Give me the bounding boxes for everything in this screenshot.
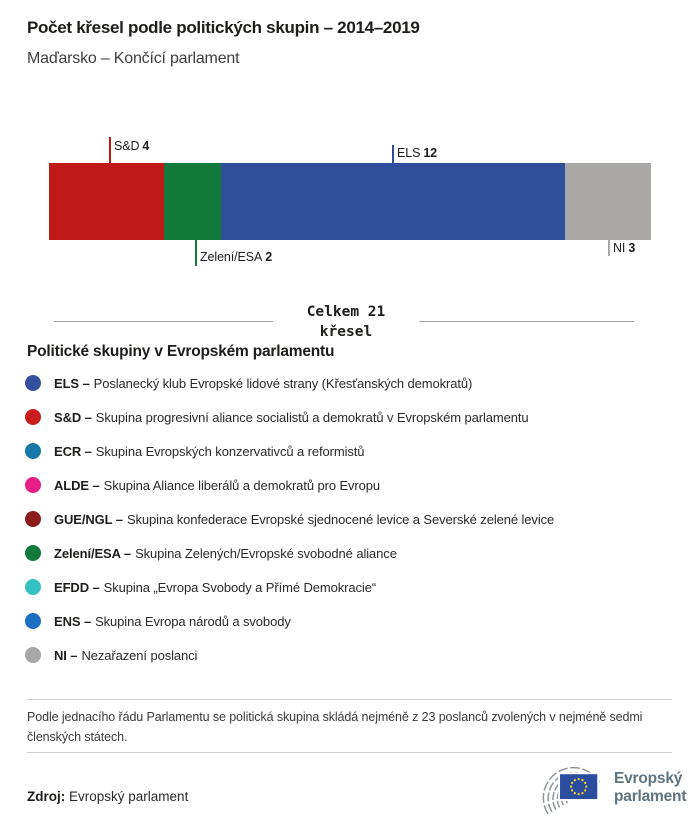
legend-dot-icon <box>25 409 41 425</box>
source-value: Evropský parlament <box>69 789 189 804</box>
ep-logo-graphic <box>528 760 608 815</box>
legend-item-label: ENS – Skupina Evropa národů a svobody <box>54 613 291 629</box>
annotation-label-zelen-esa <box>200 250 272 264</box>
legend-item-label: EFDD – Skupina „Evropa Svobody a Přímé Demokracie“ <box>54 579 377 595</box>
annotation-group-name: Zelení/ESA <box>200 250 263 264</box>
legend-dot-icon <box>25 613 41 629</box>
eu-flag-icon <box>558 772 599 800</box>
page-title: Počet křesel podle politických skupin – 2014–2019 <box>27 18 420 37</box>
legend-dot-icon <box>25 477 41 493</box>
annotation-seats: 12 <box>423 146 438 160</box>
annotation-group-name: ELS <box>397 146 421 160</box>
annotation-label-els <box>397 146 437 160</box>
legend-dot-icon <box>25 579 41 595</box>
legend-dot-icon <box>25 647 41 663</box>
stacked-bar <box>49 163 651 240</box>
total-line-2: křesel <box>319 324 373 340</box>
total-line-1: Celkem 21 <box>306 304 386 320</box>
bar-segment-zelen-esa[interactable] <box>164 163 221 240</box>
legend-dot-icon <box>25 443 41 459</box>
total-rule-right <box>419 321 634 322</box>
legend-dot-icon <box>25 375 41 391</box>
legend-item-label: ECR – Skupina Evropských konzervativců a reformistů <box>54 443 365 459</box>
note-divider-bottom <box>27 752 672 753</box>
legend-item-ens <box>25 604 675 638</box>
page-subtitle: Maďarsko – Končící parlament <box>27 50 240 67</box>
legend-item-zelen-esa <box>25 536 675 570</box>
legend-heading: Politické skupiny v Evropském parlamentu <box>27 343 335 360</box>
annotation-seats: 3 <box>628 241 636 255</box>
total-seats-label <box>273 302 419 342</box>
legend-item-efdd <box>25 570 675 604</box>
legend-item-label: GUE/NGL – Skupina konfederace Evropské sjednocené levice a Severské zelené levice <box>54 511 555 527</box>
source-line <box>27 789 188 804</box>
legend-item-label: NI – Nezařazení poslanci <box>54 647 198 663</box>
legend-item-label: S&D – Skupina progresivní aliance socialistů a demokratů v Evropském parlamentu <box>54 409 529 425</box>
annotation-label-ni <box>613 241 635 255</box>
total-rule-left <box>54 321 273 322</box>
legend-item-els <box>25 366 675 400</box>
annotation-group-name: NI <box>613 241 626 255</box>
methodology-note: Podle jednacího řádu Parlamentu se politická skupina skládá nejméně z 23 poslanců zvolených v nejméně sedmi členských státech. <box>27 710 643 744</box>
legend-item-ecr <box>25 434 675 468</box>
bar-segment-ni[interactable] <box>565 163 651 240</box>
annotation-group-name: S&D <box>114 139 140 153</box>
legend-list <box>25 366 675 672</box>
ep-logo-text <box>614 770 686 806</box>
legend-item-label: Zelení/ESA – Skupina Zelených/Evropské svobodné aliance <box>54 545 397 561</box>
ep-logo-text-line1: Evropský <box>614 769 683 787</box>
annotation-line-zelen-esa <box>195 240 197 266</box>
annotation-line-els <box>392 145 394 163</box>
ep-logo-text-line2: parlament <box>614 787 687 805</box>
annotation-seats: 2 <box>265 250 273 264</box>
note-divider-top <box>27 699 672 700</box>
legend-item-ni <box>25 638 675 672</box>
annotation-line-s-d <box>109 137 111 163</box>
annotation-seats: 4 <box>142 139 150 153</box>
annotation-label-s-d <box>114 139 149 153</box>
source-label: Zdroj: <box>27 789 66 804</box>
legend-item-label: ALDE – Skupina Aliance liberálů a demokratů pro Evropu <box>54 477 381 493</box>
legend-item-s-d <box>25 400 675 434</box>
bar-segment-els[interactable] <box>221 163 565 240</box>
legend-item-label: ELS – Poslanecký klub Evropské lidové strany (Křesťanských demokratů) <box>54 375 473 391</box>
bar-segment-s-d[interactable] <box>49 163 164 240</box>
legend-dot-icon <box>25 511 41 527</box>
legend-item-gue-ngl <box>25 502 675 536</box>
annotation-line-ni <box>608 240 610 256</box>
ep-logo[interactable] <box>528 760 686 815</box>
legend-item-alde <box>25 468 675 502</box>
legend-dot-icon <box>25 545 41 561</box>
